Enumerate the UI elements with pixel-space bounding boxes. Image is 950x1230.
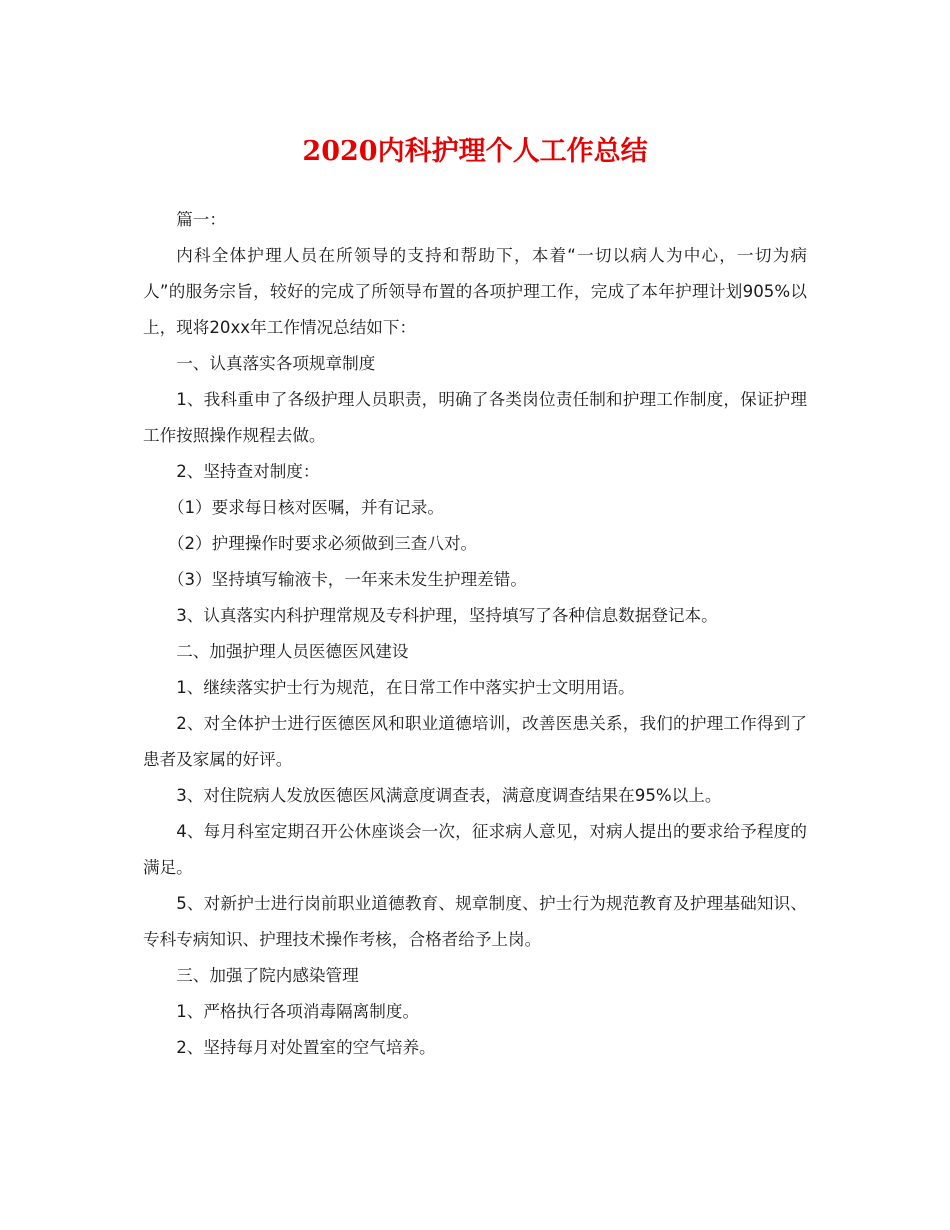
- intro-paragraph: 内科全体护理人员在所领导的支持和帮助下，本着“一切以病人为中心，一切为病人”的服务宗旨，较好的完成了所领导布置的各项护理工作，完成了本年护理计划905%以上，现将20xx年工作情况总结如下：: [143, 246, 807, 337]
- section-label: 篇一：: [176, 210, 226, 229]
- item-paragraph: 2、坚持每月对处置室的空气培养。: [176, 1038, 436, 1057]
- sub-item-paragraph: （3）坚持填写输液卡，一年来未发生护理差错。: [167, 570, 527, 589]
- item-paragraph: 2、对全体护士进行医德医风和职业道德培训，改善医患关系，我们的护理工作得到了患者及家属的好评。: [143, 714, 807, 769]
- item-paragraph: 5、对新护士进行岗前职业道德教育、规章制度、护士行为规范教育及护理基础知识、专科专病知识、护理技术操作考核，合格者给予上岗。: [143, 894, 807, 949]
- section-heading-2: 二、加强护理人员医德医风建设: [176, 642, 409, 661]
- item-paragraph: 4、每月科室定期召开公休座谈会一次，征求病人意见，对病人提出的要求给予程度的满足。: [143, 822, 807, 877]
- sub-item-paragraph: （1）要求每日核对医嘱，并有记录。: [167, 498, 444, 517]
- document-title: 2020内科护理个人工作总结: [302, 136, 648, 167]
- item-paragraph: 1、严格执行各项消毒隔离制度。: [176, 1002, 420, 1021]
- item-paragraph: 1、我科重申了各级护理人员职责，明确了各类岗位责任制和护理工作制度，保证护理工作按照操作规程去做。: [143, 390, 807, 445]
- item-paragraph: 1、继续落实护士行为规范，在日常工作中落实护士文明用语。: [176, 678, 635, 697]
- sub-item-paragraph: （2）护理操作时要求必须做到三查八对。: [167, 534, 478, 553]
- item-paragraph: 3、对住院病人发放医德医风满意度调查表，满意度调查结果在95%以上。: [176, 786, 722, 805]
- section-heading-3: 三、加强了院内感染管理: [176, 966, 359, 985]
- item-paragraph: 2、坚持查对制度：: [176, 462, 320, 481]
- item-paragraph: 3、认真落实内科护理常规及专科护理，坚持填写了各种信息数据登记本。: [176, 606, 718, 625]
- document-body: [143, 202, 807, 1066]
- section-heading-1: 一、认真落实各项规章制度: [176, 354, 376, 373]
